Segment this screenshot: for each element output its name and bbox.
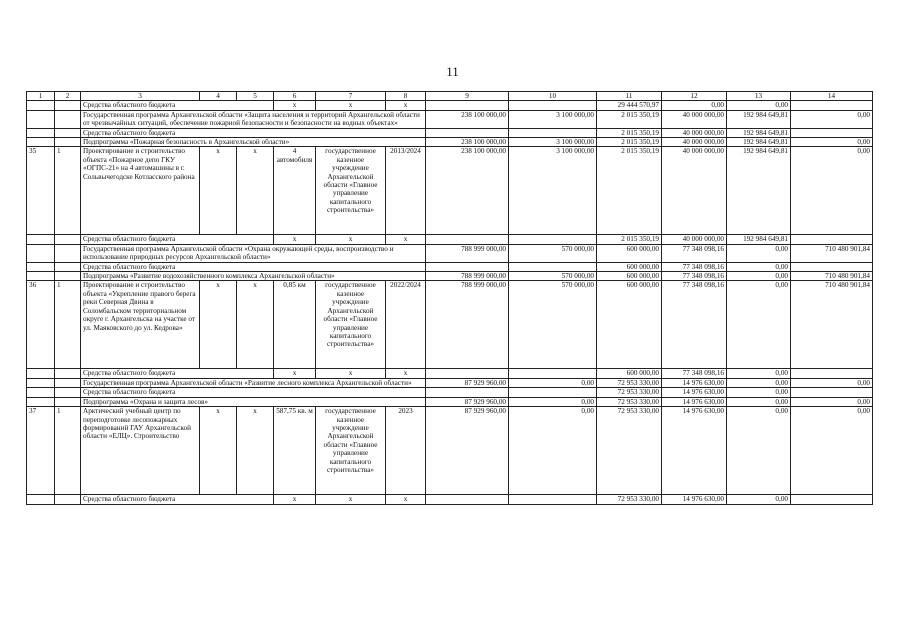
amount-cell: 600 000,00 (597, 281, 662, 369)
amount-cell: 2 015 350,19 (597, 110, 662, 128)
empty-cell (27, 388, 55, 397)
x-mark-cell: х (274, 101, 316, 110)
code-cell: х (200, 407, 237, 495)
amount-cell: 2 015 350,19 (597, 128, 662, 137)
amount-cell: 14 976 630,00 (662, 388, 727, 397)
page-number: 11 (446, 64, 459, 79)
empty-cell (55, 138, 81, 147)
capacity-cell: 587,75 кв. м (274, 407, 316, 495)
amount-cell (426, 388, 509, 397)
amount-cell: 0,00 (791, 378, 873, 387)
code-cell: х (200, 281, 237, 369)
empty-cell (27, 397, 55, 406)
table-row (27, 397, 873, 406)
column-number-cell: 1 (27, 92, 55, 101)
table-row (27, 101, 873, 110)
amount-cell: 40 000 000,00 (662, 147, 727, 235)
amount-cell: 3 100 000,00 (509, 110, 597, 128)
empty-cell (27, 272, 55, 281)
amount-cell: 570 000,00 (509, 272, 597, 281)
amount-cell: 72 953 330,00 (597, 495, 662, 504)
empty-cell (55, 244, 81, 262)
amount-cell: 0,00 (727, 262, 791, 271)
empty-cell (55, 101, 81, 110)
row-label-cell: Подпрограмма «Пожарная безопасность в Архангельской области» (81, 138, 426, 147)
period-cell: 2022/2024 (386, 281, 426, 369)
period-cell: 2023 (386, 407, 426, 495)
amount-cell: 29 444 570,97 (597, 101, 662, 110)
row-number-cell: 37 (27, 407, 55, 495)
amount-cell: 0,00 (727, 388, 791, 397)
amount-cell: 192 984 649,81 (727, 138, 791, 147)
amount-cell: 72 953 330,00 (597, 388, 662, 397)
empty-cell (55, 272, 81, 281)
amount-cell: 788 999 000,00 (426, 281, 509, 369)
column-number-row (27, 92, 873, 101)
amount-cell: 0,00 (727, 397, 791, 406)
amount-cell (509, 235, 597, 244)
x-mark-cell: х (274, 369, 316, 378)
amount-cell: 0,00 (727, 101, 791, 110)
period-cell: 2013/2024 (386, 147, 426, 235)
amount-cell: 238 100 000,00 (426, 138, 509, 147)
amount-cell (791, 369, 873, 378)
row-label-cell: Государственная программа Архангельской области «Защита населения и территорий Архангельской области от чрезвычайных ситуаций, обеспечение пожарной безопасности и безопасности на водных объектах» (81, 110, 426, 128)
row-number-cell: 36 (27, 281, 55, 369)
column-number-cell: 2 (55, 92, 81, 101)
amount-cell: 72 953 330,00 (597, 397, 662, 406)
amount-cell (791, 388, 873, 397)
amount-cell: 0,00 (727, 407, 791, 495)
amount-cell: 0,00 (791, 397, 873, 406)
amount-cell: 0,00 (727, 495, 791, 504)
x-mark-cell: х (274, 495, 316, 504)
amount-cell: 238 100 000,00 (426, 110, 509, 128)
empty-cell (27, 378, 55, 387)
amount-cell (509, 388, 597, 397)
row-number-cell: 35 (27, 147, 55, 235)
column-number-cell: 5 (237, 92, 274, 101)
customer-cell: государственное казенное учреждение Архангельской области «Главное управление капитального строительства» (316, 407, 386, 495)
row-label-cell: Подпрограмма «Охрана и защита лесов» (81, 397, 426, 406)
row-label-cell: Средства областного бюджета (81, 388, 426, 397)
object-name-cell: Проектирование и строительство объекта «Пожарное депо ГКУ «ОГПС-21» на 4 автомашины в г. Сольвычегодске Котласского района (81, 147, 200, 235)
amount-cell (426, 495, 509, 504)
amount-cell (791, 235, 873, 244)
x-mark-cell: х (316, 235, 386, 244)
amount-cell (791, 495, 873, 504)
object-name-cell: Арктический учебный центр по переподготовке лесопожарных формирований ГАУ Архангельской области «ЕЛЦ». Строительство (81, 407, 200, 495)
empty-cell (27, 101, 55, 110)
amount-cell: 0,00 (727, 281, 791, 369)
subnumber-cell: 1 (55, 407, 81, 495)
column-number-cell: 6 (274, 92, 316, 101)
x-mark-cell: х (386, 101, 426, 110)
amount-cell: 0,00 (662, 101, 727, 110)
amount-cell: 600 000,00 (597, 369, 662, 378)
table-row (27, 369, 873, 378)
table-row (27, 378, 873, 387)
amount-cell: 600 000,00 (597, 262, 662, 271)
column-number-cell: 7 (316, 92, 386, 101)
row-label-cell: Средства областного бюджета (81, 235, 274, 244)
table-row (27, 495, 873, 504)
amount-cell: 570 000,00 (509, 244, 597, 262)
column-number-cell: 11 (597, 92, 662, 101)
empty-cell (27, 369, 55, 378)
amount-cell (426, 128, 509, 137)
table-row (27, 128, 873, 137)
amount-cell: 72 953 330,00 (597, 378, 662, 387)
amount-cell: 87 929 960,00 (426, 378, 509, 387)
table-row (27, 272, 873, 281)
table-row (27, 262, 873, 271)
amount-cell (509, 495, 597, 504)
row-label-cell: Государственная программа Архангельской области «Охрана окружающей среды, воспроизводство и использование природных ресурсов Архангельской области» (81, 244, 426, 262)
column-number-cell: 8 (386, 92, 426, 101)
code-cell: х (237, 281, 274, 369)
empty-cell (27, 235, 55, 244)
amount-cell: 14 976 630,00 (662, 407, 727, 495)
table-row (27, 407, 873, 495)
amount-cell (426, 262, 509, 271)
column-number-cell: 9 (426, 92, 509, 101)
amount-cell (791, 128, 873, 137)
amount-cell: 87 929 960,00 (426, 407, 509, 495)
empty-cell (55, 388, 81, 397)
column-number-cell: 12 (662, 92, 727, 101)
amount-cell: 0,00 (791, 138, 873, 147)
amount-cell: 0,00 (509, 397, 597, 406)
table-row (27, 147, 873, 235)
amount-cell (791, 262, 873, 271)
amount-cell: 77 348 098,16 (662, 369, 727, 378)
amount-cell: 77 348 098,16 (662, 262, 727, 271)
empty-cell (27, 138, 55, 147)
empty-cell (27, 262, 55, 271)
amount-cell: 14 976 630,00 (662, 495, 727, 504)
amount-cell: 0,00 (791, 147, 873, 235)
amount-cell: 192 984 649,81 (727, 235, 791, 244)
empty-cell (55, 235, 81, 244)
subnumber-cell: 1 (55, 147, 81, 235)
customer-cell: государственное казенное учреждение Архангельской области «Главное управление капитального строительства» (316, 281, 386, 369)
x-mark-cell: х (386, 235, 426, 244)
amount-cell (426, 369, 509, 378)
row-label-cell: Подпрограмма «Развитие водохозяйственного комплекса Архангельской области» (81, 272, 426, 281)
amount-cell: 788 999 000,00 (426, 272, 509, 281)
empty-cell (27, 244, 55, 262)
amount-cell (426, 235, 509, 244)
code-cell: х (237, 407, 274, 495)
column-number-cell: 14 (791, 92, 873, 101)
empty-cell (27, 110, 55, 128)
amount-cell: 40 000 000,00 (662, 235, 727, 244)
amount-cell: 192 984 649,81 (727, 147, 791, 235)
amount-cell: 0,00 (727, 244, 791, 262)
table-body (27, 92, 873, 505)
table-row (27, 235, 873, 244)
amount-cell: 72 953 330,00 (597, 407, 662, 495)
amount-cell: 0,00 (791, 110, 873, 128)
amount-cell: 788 999 000,00 (426, 244, 509, 262)
row-label-cell: Средства областного бюджета (81, 128, 426, 137)
code-cell: х (237, 147, 274, 235)
column-number-cell: 10 (509, 92, 597, 101)
amount-cell: 0,00 (791, 407, 873, 495)
x-mark-cell: х (386, 495, 426, 504)
empty-cell (55, 495, 81, 504)
row-label-cell: Государственная программа Архангельской области «Развитие лесного комплекса Архангельской области» (81, 378, 426, 387)
amount-cell: 238 100 000,00 (426, 147, 509, 235)
x-mark-cell: х (386, 369, 426, 378)
table-row (27, 110, 873, 128)
row-label-cell: Средства областного бюджета (81, 369, 274, 378)
column-number-cell: 13 (727, 92, 791, 101)
amount-cell: 40 000 000,00 (662, 110, 727, 128)
amount-cell: 570 000,00 (509, 281, 597, 369)
x-mark-cell: х (274, 235, 316, 244)
amount-cell (509, 128, 597, 137)
amount-cell: 2 015 350,19 (597, 147, 662, 235)
table-row (27, 281, 873, 369)
amount-cell: 77 348 098,16 (662, 281, 727, 369)
capacity-cell: 4 автомобиля (274, 147, 316, 235)
amount-cell: 77 348 098,16 (662, 244, 727, 262)
amount-cell: 14 976 630,00 (662, 378, 727, 387)
empty-cell (55, 378, 81, 387)
column-number-cell: 3 (81, 92, 200, 101)
amount-cell: 192 984 649,81 (727, 128, 791, 137)
amount-cell: 40 000 000,00 (662, 128, 727, 137)
amount-cell: 192 984 649,81 (727, 110, 791, 128)
amount-cell: 87 929 960,00 (426, 397, 509, 406)
amount-cell (791, 101, 873, 110)
amount-cell: 3 100 000,00 (509, 147, 597, 235)
table-row (27, 388, 873, 397)
customer-cell: государственное казенное учреждение Архангельской области «Главное управление капитального строительства» (316, 147, 386, 235)
amount-cell: 2 015 350,19 (597, 235, 662, 244)
amount-cell: 0,00 (727, 369, 791, 378)
amount-cell: 600 000,00 (597, 272, 662, 281)
subnumber-cell: 1 (55, 281, 81, 369)
column-number-cell: 4 (200, 92, 237, 101)
budget-table (26, 91, 873, 505)
empty-cell (55, 369, 81, 378)
amount-cell: 0,00 (727, 378, 791, 387)
amount-cell: 40 000 000,00 (662, 138, 727, 147)
amount-cell: 3 100 000,00 (509, 138, 597, 147)
empty-cell (27, 128, 55, 137)
amount-cell: 0,00 (509, 407, 597, 495)
x-mark-cell: х (316, 101, 386, 110)
amount-cell: 0,00 (509, 378, 597, 387)
row-label-cell: Средства областного бюджета (81, 101, 274, 110)
amount-cell: 77 348 098,16 (662, 272, 727, 281)
table-row (27, 138, 873, 147)
empty-cell (55, 128, 81, 137)
empty-cell (55, 262, 81, 271)
amount-cell: 0,00 (727, 272, 791, 281)
amount-cell (509, 262, 597, 271)
row-label-cell: Средства областного бюджета (81, 262, 426, 271)
amount-cell: 710 480 901,84 (791, 272, 873, 281)
amount-cell: 14 976 630,00 (662, 397, 727, 406)
amount-cell: 710 480 901,84 (791, 244, 873, 262)
x-mark-cell: х (316, 495, 386, 504)
x-mark-cell: х (316, 369, 386, 378)
amount-cell (509, 369, 597, 378)
capacity-cell: 0,85 км (274, 281, 316, 369)
empty-cell (55, 397, 81, 406)
object-name-cell: Проектирование и строительство объекта «Укрепление правого берега реки Северная Двина в Соломбальском территориальном округе г. Архангельска на участке от ул. Маяковского до ул. Кедрова» (81, 281, 200, 369)
amount-cell (426, 101, 509, 110)
empty-cell (27, 495, 55, 504)
table-row (27, 244, 873, 262)
code-cell: х (200, 147, 237, 235)
row-label-cell: Средства областного бюджета (81, 495, 274, 504)
empty-cell (55, 110, 81, 128)
amount-cell: 600 000,00 (597, 244, 662, 262)
amount-cell: 2 015 350,19 (597, 138, 662, 147)
amount-cell (509, 101, 597, 110)
amount-cell: 710 480 901,84 (791, 281, 873, 369)
